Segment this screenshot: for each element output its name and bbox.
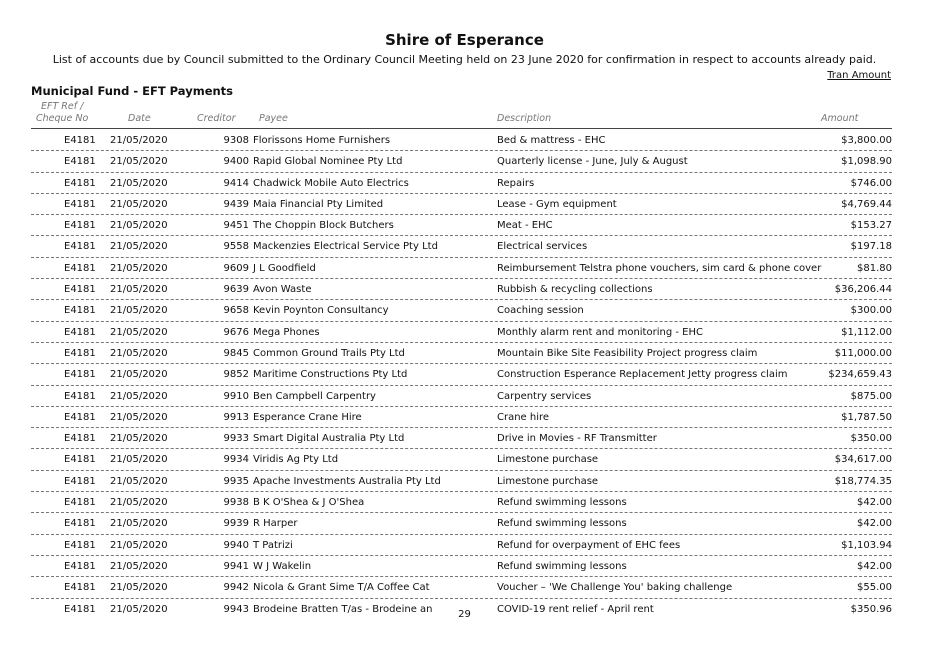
eft-ref-cell: E4181 bbox=[64, 454, 96, 466]
amount-cell: $875.00 bbox=[850, 390, 892, 402]
table-row bbox=[31, 194, 892, 215]
description-cell: Meat - EHC bbox=[497, 220, 553, 232]
tran-amount-label: Tran Amount bbox=[827, 70, 891, 81]
description-cell: Limestone purchase bbox=[497, 475, 599, 487]
payee-cell: Chadwick Mobile Auto Electrics bbox=[253, 177, 409, 189]
date-cell: 21/05/2020 bbox=[110, 369, 168, 381]
column-header-ref-line2: Cheque No bbox=[36, 113, 89, 124]
table-row bbox=[31, 492, 892, 513]
payee-cell: Nicola & Grant Sime T/A Coffee Cat bbox=[253, 582, 430, 594]
payee-cell: Mackenzies Electrical Service Pty Ltd bbox=[253, 241, 438, 253]
date-cell: 21/05/2020 bbox=[110, 326, 168, 338]
creditor-cell: 9941 bbox=[223, 560, 249, 572]
amount-cell: $42.00 bbox=[857, 497, 892, 509]
eft-ref-cell: E4181 bbox=[64, 262, 96, 274]
header-divider bbox=[31, 128, 892, 129]
description-cell: Coaching session bbox=[497, 305, 584, 317]
payee-cell: Mega Phones bbox=[253, 326, 320, 338]
eft-ref-cell: E4181 bbox=[64, 518, 96, 530]
description-cell: Carpentry services bbox=[497, 390, 592, 402]
payee-cell: Kevin Poynton Consultancy bbox=[253, 305, 389, 317]
eft-ref-cell: E4181 bbox=[64, 347, 96, 359]
creditor-cell: 9609 bbox=[223, 262, 249, 274]
date-cell: 21/05/2020 bbox=[110, 305, 168, 317]
date-cell: 21/05/2020 bbox=[110, 177, 168, 189]
payee-cell: Smart Digital Australia Pty Ltd bbox=[253, 433, 405, 445]
column-header-creditor: Creditor bbox=[197, 113, 236, 124]
payee-cell: Maia Financial Pty Limited bbox=[253, 198, 384, 210]
description-cell: Refund swimming lessons bbox=[497, 560, 627, 572]
eft-ref-cell: E4181 bbox=[64, 198, 96, 210]
date-cell: 21/05/2020 bbox=[110, 603, 168, 615]
payee-cell: Apache Investments Australia Pty Ltd bbox=[253, 475, 441, 487]
table-row bbox=[31, 577, 892, 598]
description-cell: Lease - Gym equipment bbox=[497, 198, 617, 210]
eft-ref-cell: E4181 bbox=[64, 305, 96, 317]
creditor-cell: 9414 bbox=[223, 177, 249, 189]
date-cell: 21/05/2020 bbox=[110, 560, 168, 572]
payee-cell: Avon Waste bbox=[253, 284, 312, 296]
description-cell: Electrical services bbox=[497, 241, 588, 253]
amount-cell: $4,769.44 bbox=[841, 198, 892, 210]
date-cell: 21/05/2020 bbox=[110, 347, 168, 359]
eft-ref-cell: E4181 bbox=[64, 326, 96, 338]
creditor-cell: 9939 bbox=[223, 518, 249, 530]
description-cell: Refund swimming lessons bbox=[497, 497, 627, 509]
eft-ref-cell: E4181 bbox=[64, 475, 96, 487]
eft-ref-cell: E4181 bbox=[64, 390, 96, 402]
amount-cell: $81.80 bbox=[857, 262, 892, 274]
column-header-amount: Amount bbox=[821, 113, 859, 124]
table-row bbox=[31, 236, 892, 257]
amount-cell: $18,774.35 bbox=[834, 475, 892, 487]
table-row bbox=[31, 386, 892, 407]
payee-cell: J L Goodfield bbox=[253, 262, 316, 274]
eft-ref-cell: E4181 bbox=[64, 220, 96, 232]
creditor-cell: 9639 bbox=[223, 284, 249, 296]
amount-cell: $234,659.43 bbox=[828, 369, 892, 381]
creditor-cell: 9558 bbox=[223, 241, 249, 253]
amount-cell: $55.00 bbox=[857, 582, 892, 594]
page-number: 29 bbox=[458, 609, 471, 620]
description-cell: Voucher – 'We Challenge You' baking challenge bbox=[497, 582, 733, 594]
payments-table bbox=[31, 130, 892, 619]
amount-cell: $1,112.00 bbox=[841, 326, 892, 338]
creditor-cell: 9676 bbox=[223, 326, 249, 338]
table-row bbox=[31, 407, 892, 428]
table-row bbox=[31, 364, 892, 385]
payee-cell: W J Wakelin bbox=[253, 560, 312, 572]
creditor-cell: 9933 bbox=[223, 433, 249, 445]
table-row bbox=[31, 428, 892, 449]
description-cell: Construction Esperance Replacement Jetty progress claim bbox=[497, 369, 788, 381]
date-cell: 21/05/2020 bbox=[110, 539, 168, 551]
amount-cell: $350.96 bbox=[850, 603, 892, 615]
payee-cell: Brodeine Bratten T/as - Brodeine an bbox=[253, 603, 433, 615]
payee-cell: Florissons Home Furnishers bbox=[253, 135, 391, 146]
table-row bbox=[31, 300, 892, 321]
amount-cell: $34,617.00 bbox=[834, 454, 892, 466]
payee-cell: R Harper bbox=[253, 518, 298, 530]
payee-cell: Esperance Crane Hire bbox=[253, 411, 362, 423]
creditor-cell: 9942 bbox=[223, 582, 249, 594]
creditor-cell: 9658 bbox=[223, 305, 249, 317]
document-subtitle: List of accounts due by Council submitted to the Ordinary Council Meeting held on 23 June 2020 for confirmation in respect to accounts already paid. bbox=[52, 53, 877, 66]
date-cell: 21/05/2020 bbox=[110, 582, 168, 594]
date-cell: 21/05/2020 bbox=[110, 433, 168, 445]
column-header-payee: Payee bbox=[259, 113, 288, 124]
amount-cell: $350.00 bbox=[850, 433, 892, 445]
description-cell: Mountain Bike Site Feasibility Project progress claim bbox=[497, 347, 758, 359]
date-cell: 21/05/2020 bbox=[110, 518, 168, 530]
date-cell: 21/05/2020 bbox=[110, 220, 168, 232]
date-cell: 21/05/2020 bbox=[110, 475, 168, 487]
payee-cell: Common Ground Trails Pty Ltd bbox=[253, 347, 405, 359]
date-cell: 21/05/2020 bbox=[110, 454, 168, 466]
creditor-cell: 9935 bbox=[223, 475, 249, 487]
description-cell: Refund swimming lessons bbox=[497, 518, 627, 530]
column-header-description: Description bbox=[497, 113, 552, 124]
date-cell: 21/05/2020 bbox=[110, 156, 168, 168]
amount-cell: $11,000.00 bbox=[834, 347, 892, 359]
eft-ref-cell: E4181 bbox=[64, 241, 96, 253]
eft-ref-cell: E4181 bbox=[64, 177, 96, 189]
document-title: Shire of Esperance bbox=[385, 31, 544, 49]
creditor-cell: 9910 bbox=[223, 390, 249, 402]
description-cell: Rubbish & recycling collections bbox=[497, 284, 653, 296]
table-row bbox=[31, 449, 892, 470]
table-row bbox=[31, 535, 892, 556]
table-row bbox=[31, 258, 892, 279]
description-cell: COVID-19 rent relief - April rent bbox=[497, 603, 654, 615]
eft-ref-cell: E4181 bbox=[64, 560, 96, 572]
amount-cell: $3,800.00 bbox=[841, 135, 892, 146]
creditor-cell: 9845 bbox=[223, 347, 249, 359]
payee-cell: T Patrizi bbox=[253, 539, 293, 551]
eft-ref-cell: E4181 bbox=[64, 497, 96, 509]
payee-cell: Rapid Global Nominee Pty Ltd bbox=[253, 156, 403, 168]
amount-cell: $36,206.44 bbox=[834, 284, 892, 296]
creditor-cell: 9934 bbox=[223, 454, 249, 466]
creditor-cell: 9943 bbox=[223, 603, 249, 615]
payee-cell: B K O'Shea & J O'Shea bbox=[253, 497, 365, 509]
description-cell: Crane hire bbox=[497, 411, 550, 423]
amount-cell: $1,103.94 bbox=[841, 539, 892, 551]
table-row bbox=[31, 513, 892, 534]
date-cell: 21/05/2020 bbox=[110, 135, 168, 146]
payee-cell: Viridis Ag Pty Ltd bbox=[253, 454, 339, 466]
creditor-cell: 9940 bbox=[223, 539, 249, 551]
amount-cell: $300.00 bbox=[850, 305, 892, 317]
description-cell: Limestone purchase bbox=[497, 454, 599, 466]
table-row bbox=[31, 471, 892, 492]
amount-cell: $1,787.50 bbox=[841, 411, 892, 423]
table-row bbox=[31, 279, 892, 300]
creditor-cell: 9439 bbox=[223, 198, 249, 210]
eft-ref-cell: E4181 bbox=[64, 433, 96, 445]
section-title: Municipal Fund - EFT Payments bbox=[31, 84, 234, 98]
column-header-date: Date bbox=[128, 113, 151, 124]
amount-cell: $746.00 bbox=[850, 177, 892, 189]
eft-ref-cell: E4181 bbox=[64, 539, 96, 551]
eft-ref-cell: E4181 bbox=[64, 411, 96, 423]
table-row bbox=[31, 173, 892, 194]
creditor-cell: 9400 bbox=[223, 156, 249, 168]
description-cell: Refund for overpayment of EHC fees bbox=[497, 539, 681, 551]
description-cell: Quarterly license - June, July & August bbox=[497, 156, 688, 168]
amount-cell: $197.18 bbox=[850, 241, 892, 253]
amount-cell: $42.00 bbox=[857, 560, 892, 572]
description-cell: Bed & mattress - EHC bbox=[497, 135, 606, 146]
creditor-cell: 9308 bbox=[223, 135, 249, 146]
date-cell: 21/05/2020 bbox=[110, 411, 168, 423]
eft-ref-cell: E4181 bbox=[64, 135, 96, 146]
eft-ref-cell: E4181 bbox=[64, 582, 96, 594]
date-cell: 21/05/2020 bbox=[110, 241, 168, 253]
amount-cell: $42.00 bbox=[857, 518, 892, 530]
creditor-cell: 9451 bbox=[223, 220, 249, 232]
eft-ref-cell: E4181 bbox=[64, 369, 96, 381]
creditor-cell: 9913 bbox=[223, 411, 249, 423]
column-header-ref-line1: EFT Ref / bbox=[41, 101, 84, 112]
payee-cell: Maritime Constructions Pty Ltd bbox=[253, 369, 408, 381]
description-cell: Drive in Movies - RF Transmitter bbox=[497, 433, 657, 445]
date-cell: 21/05/2020 bbox=[110, 390, 168, 402]
description-cell: Repairs bbox=[497, 177, 535, 189]
creditor-cell: 9938 bbox=[223, 497, 249, 509]
date-cell: 21/05/2020 bbox=[110, 198, 168, 210]
payee-cell: The Choppin Block Butchers bbox=[253, 220, 394, 232]
payee-cell: Ben Campbell Carpentry bbox=[253, 390, 376, 402]
table-row bbox=[31, 322, 892, 343]
date-cell: 21/05/2020 bbox=[110, 284, 168, 296]
eft-ref-cell: E4181 bbox=[64, 603, 96, 615]
table-row bbox=[31, 556, 892, 577]
table-row bbox=[31, 151, 892, 172]
table-row bbox=[31, 343, 892, 364]
amount-cell: $1,098.90 bbox=[841, 156, 892, 168]
date-cell: 21/05/2020 bbox=[110, 497, 168, 509]
date-cell: 21/05/2020 bbox=[110, 262, 168, 274]
eft-ref-cell: E4181 bbox=[64, 284, 96, 296]
eft-ref-cell: E4181 bbox=[64, 156, 96, 168]
description-cell: Monthly alarm rent and monitoring - EHC bbox=[497, 326, 703, 338]
table-row bbox=[31, 130, 892, 151]
description-cell: Reimbursement Telstra phone vouchers, sim card & phone cover bbox=[497, 262, 822, 274]
creditor-cell: 9852 bbox=[223, 369, 249, 381]
table-row bbox=[31, 215, 892, 236]
amount-cell: $153.27 bbox=[850, 220, 892, 232]
